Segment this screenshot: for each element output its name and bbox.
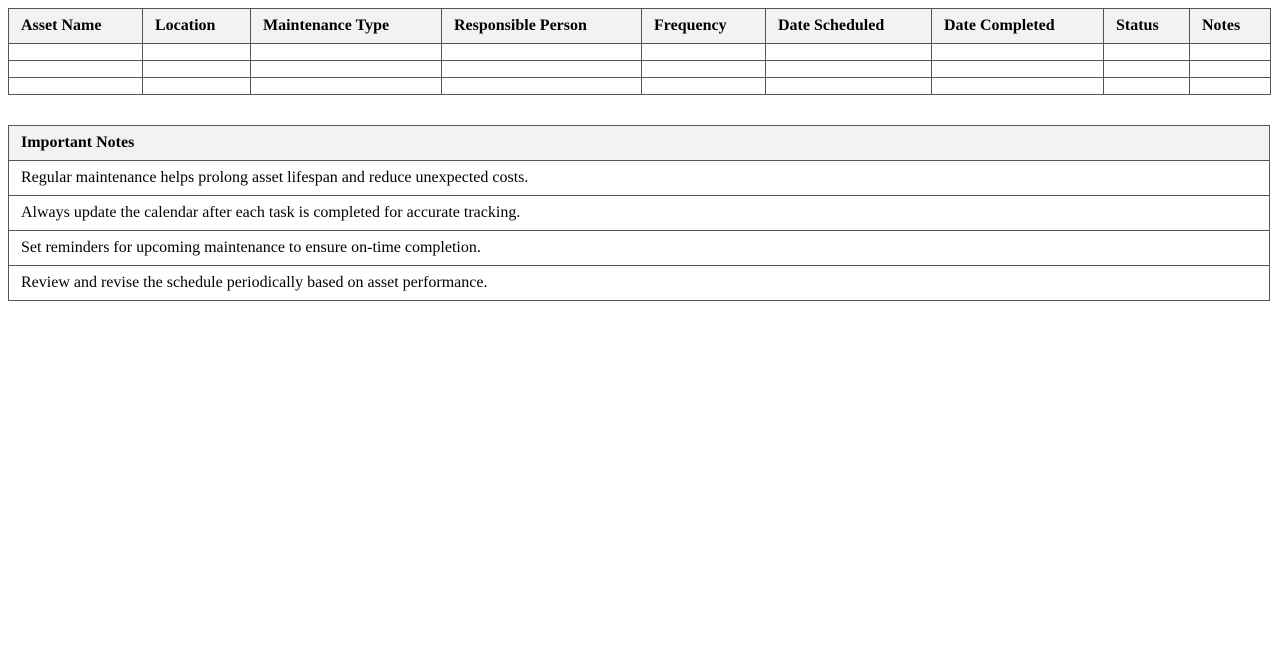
table-cell[interactable] [642, 44, 766, 61]
table-cell[interactable] [766, 61, 932, 78]
column-header-status: Status [1104, 9, 1190, 44]
table-cell[interactable] [9, 44, 143, 61]
column-header-location: Location [143, 9, 251, 44]
table-cell[interactable] [143, 61, 251, 78]
note-row [9, 161, 1270, 196]
maintenance-schedule-table [8, 8, 1271, 95]
column-header-frequency: Frequency [642, 9, 766, 44]
note-item: Review and revise the schedule periodically based on asset performance. [9, 266, 1270, 301]
column-header-date-scheduled: Date Scheduled [766, 9, 932, 44]
table-cell[interactable] [9, 78, 143, 95]
column-header-asset-name: Asset Name [9, 9, 143, 44]
table-cell[interactable] [1104, 78, 1190, 95]
table-cell[interactable] [932, 44, 1104, 61]
table-cell[interactable] [442, 61, 642, 78]
table-row [9, 78, 1271, 95]
note-item: Set reminders for upcoming maintenance to ensure on-time completion. [9, 231, 1270, 266]
table-cell[interactable] [1190, 61, 1271, 78]
note-row [9, 266, 1270, 301]
column-header-notes: Notes [1190, 9, 1271, 44]
table-cell[interactable] [9, 61, 143, 78]
notes-header: Important Notes [9, 126, 1270, 161]
note-item: Always update the calendar after each task is completed for accurate tracking. [9, 196, 1270, 231]
note-row [9, 196, 1270, 231]
table-cell[interactable] [442, 44, 642, 61]
table-row [9, 61, 1271, 78]
note-row [9, 231, 1270, 266]
table-cell[interactable] [766, 78, 932, 95]
table-cell[interactable] [251, 44, 442, 61]
note-item: Regular maintenance helps prolong asset lifespan and reduce unexpected costs. [9, 161, 1270, 196]
table-cell[interactable] [143, 44, 251, 61]
table-row [9, 44, 1271, 61]
table-cell[interactable] [251, 61, 442, 78]
table-cell[interactable] [1104, 44, 1190, 61]
column-header-date-completed: Date Completed [932, 9, 1104, 44]
table-cell[interactable] [1104, 61, 1190, 78]
notes-header-row [9, 126, 1270, 161]
table-cell[interactable] [143, 78, 251, 95]
table-cell[interactable] [642, 78, 766, 95]
table-cell[interactable] [932, 78, 1104, 95]
table-cell[interactable] [1190, 78, 1271, 95]
table-cell[interactable] [251, 78, 442, 95]
important-notes-table [8, 125, 1270, 301]
column-header-maintenance-type: Maintenance Type [251, 9, 442, 44]
table-cell[interactable] [766, 44, 932, 61]
table-cell[interactable] [1190, 44, 1271, 61]
column-header-responsible-person: Responsible Person [442, 9, 642, 44]
table-cell[interactable] [932, 61, 1104, 78]
table-cell[interactable] [642, 61, 766, 78]
header-row [9, 9, 1271, 44]
table-cell[interactable] [442, 78, 642, 95]
